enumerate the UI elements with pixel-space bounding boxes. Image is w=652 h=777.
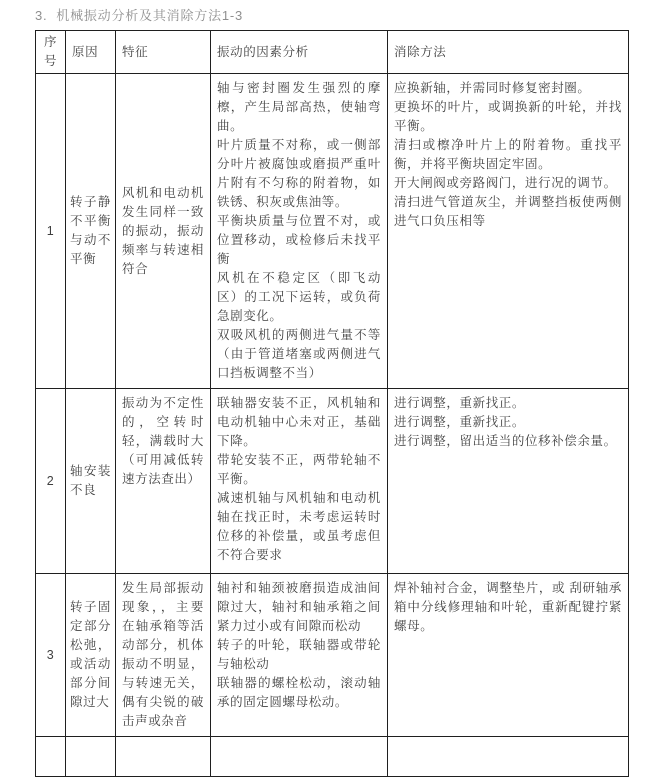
serial-cell: 1 <box>36 74 66 389</box>
empty-cell <box>388 737 629 777</box>
analysis-cell <box>211 574 388 737</box>
cell-paragraph: 轴与密封圈发生强烈的摩檫，产生局部高热，使轴弯曲。 <box>217 81 381 133</box>
cell-paragraph: 联轴器的螺栓松动，滚动轴承的固定圆螺母松动。 <box>217 676 381 709</box>
column-header-feature: 特征 <box>116 31 211 74</box>
cell-paragraph: 叶片质量不对称，或一侧部分叶片被腐蚀或磨损严重叶片附有不匀称的附着物，如铁锈、积灰或焦油等。 <box>217 138 381 209</box>
header-row <box>36 31 629 74</box>
table-body <box>36 74 629 777</box>
cell-paragraph: 转子的叶轮，联轴器或带轮与轴松动 <box>217 638 381 671</box>
cell-paragraph: 进行调整，留出适当的位移补偿余量。 <box>394 434 617 448</box>
empty-cell <box>66 737 116 777</box>
page-title: 3. 机械振动分析及其消除方法1-3 <box>35 8 244 23</box>
column-header-serial: 序号 <box>36 31 66 74</box>
cell-paragraph: 平衡块质量与位置不对，或位置移动，或检修后未找平衡 <box>217 214 381 266</box>
vibration-analysis-table <box>35 30 629 777</box>
cell-paragraph: 风机在不稳定区（即飞动区）的工况下运转，或负荷急剧变化。 <box>217 271 381 323</box>
empty-cell <box>36 737 66 777</box>
cause-cell: 转子固定部分松弛，或活动部分间隙过大 <box>66 574 116 737</box>
cell-paragraph: 进行调整，重新找正。 <box>394 396 526 410</box>
feature-cell: 风机和电动机发生同样一致的振动，振动频率与转速相符合 <box>116 74 211 389</box>
column-header-analysis: 振动的因素分析 <box>211 31 388 74</box>
table-row-cutoff <box>36 737 629 777</box>
table-row <box>36 389 629 574</box>
cause-cell: 转子静不平衡与动不平衡 <box>66 74 116 389</box>
column-header-cause: 原因 <box>66 31 116 74</box>
cell-paragraph: 焊补轴衬合金，调整垫片，或 刮研轴承箱中分线修理轴和叶轮，重新配键拧紧螺母。 <box>394 581 622 633</box>
cell-paragraph: 清扫或檫净叶片上的附着物。重找平衡，并将平衡块固定牢固。 <box>394 138 622 171</box>
methods-cell <box>388 574 629 737</box>
table-header <box>36 31 629 74</box>
analysis-cell <box>211 74 388 389</box>
cause-cell: 轴安装不良 <box>66 389 116 574</box>
cell-paragraph: 清扫进气管道灰尘，并调整挡板使两侧进气口负压相等 <box>394 195 622 228</box>
methods-cell <box>388 74 629 389</box>
column-header-methods: 消除方法 <box>388 31 629 74</box>
cell-paragraph: 减速机轴与风机轴和电动机轴在找正时，未考虑运转时位移的补偿量，或虽考虑但不符合要求 <box>217 491 381 562</box>
cell-paragraph: 进行调整，重新找正。 <box>394 415 526 429</box>
table-row <box>36 74 629 389</box>
serial-cell: 2 <box>36 389 66 574</box>
cell-paragraph: 应换新轴，并需同时修复密封圈。 <box>394 81 591 95</box>
cell-paragraph: 更换坏的叶片，或调换新的叶轮，并找平衡。 <box>394 100 622 133</box>
feature-cell: 振动为不定性的，空转时轻，满载时大（可用减低转速方法查出） <box>116 389 211 574</box>
cell-paragraph: 双吸风机的两侧进气量不等（由于管道堵塞或两侧进气口挡板调整不当） <box>217 328 381 380</box>
empty-cell <box>116 737 211 777</box>
serial-cell: 3 <box>36 574 66 737</box>
feature-cell: 发生局部振动现象，，主要在轴承箱等活动部分，机体振动不明显，与转速无关，偶有尖锐的破击声或杂音 <box>116 574 211 737</box>
cell-paragraph: 带轮安装不正，两带轮轴不平衡。 <box>217 453 381 486</box>
empty-cell <box>211 737 388 777</box>
methods-cell <box>388 389 629 574</box>
analysis-cell <box>211 389 388 574</box>
cell-paragraph: 轴衬和轴颈被磨损造成油间隙过大，轴衬和轴承箱之间紧力过小或有间隙而松动 <box>217 581 381 633</box>
cell-paragraph: 联轴器安装不正，风机轴和电动机轴中心未对正，基础下降。 <box>217 396 381 448</box>
cell-paragraph: 开大闸阀或旁路阀门，进行况的调节。 <box>394 176 617 190</box>
table-row <box>36 574 629 737</box>
